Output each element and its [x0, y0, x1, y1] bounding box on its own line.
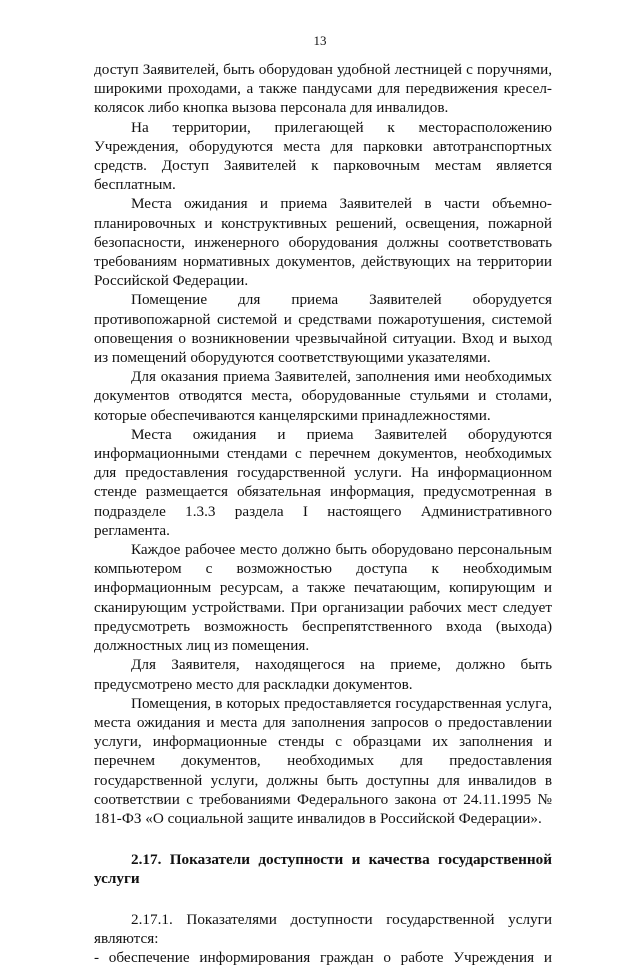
section-heading: 2.17. Показатели доступности и качества государственной услуги	[94, 851, 552, 888]
paragraph-document-space: Для Заявителя, находящегося на приеме, должно быть предусмотрено место для раскладки документов.	[94, 656, 552, 693]
section-bullet: - обеспечение информирования граждан о работе Учреждения и	[94, 948, 552, 966]
paragraph-seating: Для оказания приема Заявителей, заполнения ими необходимых документов отводятся места, оборудованные стульями и столами, которые обеспечиваются канцелярскими принадлежностями.	[94, 368, 552, 424]
paragraph-fire-safety: Помещение для приема Заявителей оборудуется противопожарной системой и средствами пожаротушения, системой оповещения о возникновении чрезвычайной ситуации. Вход и выход из помещений оборудуются соответствующими указателями.	[94, 291, 552, 367]
paragraph-waiting-areas: Места ожидания и приема Заявителей в части объемно-планировочных и конструктивных решений, освещения, пожарной безопасности, инженерного оборудования должны соответствовать требованиям нормативных документов, действующих на территории Российской Федерации.	[94, 195, 552, 290]
page-number: 13	[313, 33, 327, 48]
paragraph-accessibility: Помещения, в которых предоставляется государственная услуга, места ожидания и места для заполнения запросов о предоставлении услуги, информационные стенды с образцами их заполнения и перечнем документов, необходимых для предоставления государственной услуги, должны быть доступны для инвалидов в соответствии с требованиями Федерального закона от 24.11.1995 № 181-ФЗ «О социальной защите инвалидов в Российской Федерации».	[94, 694, 552, 827]
section-first-item: 2.17.1. Показателями доступности государственной услуги являются:	[94, 910, 552, 947]
document-body	[94, 60, 552, 967]
paragraph-parking: На территории, прилегающей к месторасположению Учреждения, оборудуются места для парковки автотранспортных средств. Доступ Заявителей к парковочным местам является бесплатным.	[94, 118, 552, 194]
paragraph-continuation: доступ Заявителей, быть оборудован удобной лестницей с поручнями, широкими проходами, а также пандусами для передвижения кресел-колясок либо кнопка вызова персонала для инвалидов.	[94, 61, 552, 117]
paragraph-info-stands: Места ожидания и приема Заявителей оборудуются информационными стендами с перечнем документов, необходимых для предоставления государственной услуги. На информационном стенде размещается обязательная информация, предусмотренная в подразделе 1.3.3 раздела I настоящего Административного регламента.	[94, 425, 552, 539]
paragraph-workplace: Каждое рабочее место должно быть оборудовано персональным компьютером с возможностью доступа к необходимым информационным ресурсам, а также печатающим, копирующим и сканирующим устройствами. При организации рабочих мест следует предусмотреть возможность беспрепятственного входа (выхода) должностных лиц из помещения.	[94, 541, 552, 655]
